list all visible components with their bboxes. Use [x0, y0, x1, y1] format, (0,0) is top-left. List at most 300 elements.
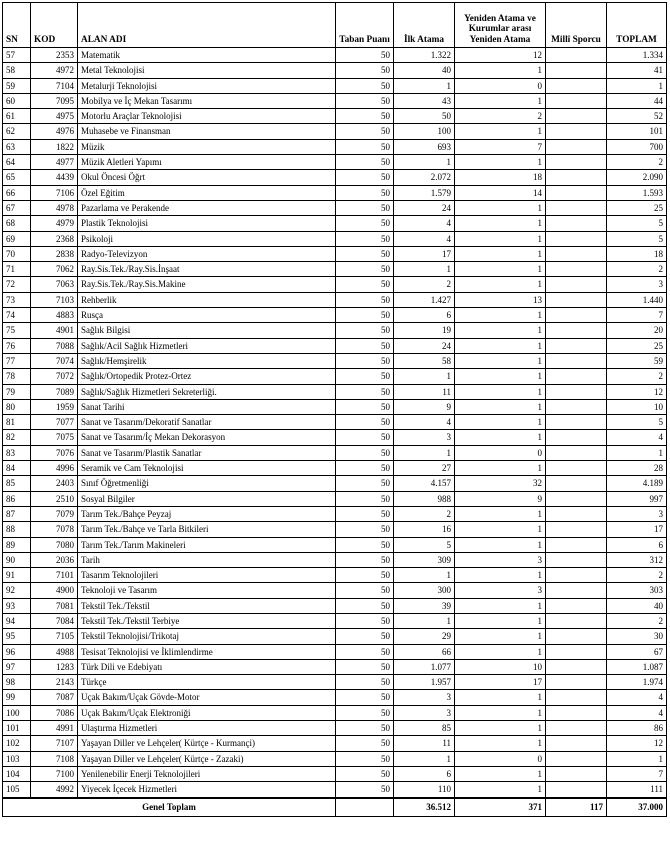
cell-yeniden-atama: 1 — [455, 399, 546, 414]
table-row — [3, 200, 667, 215]
cell-ilk-atama: 27 — [394, 461, 455, 476]
cell-yeniden-atama: 1 — [455, 200, 546, 215]
cell-alan-adi: Sanat ve Tasarım/İç Mekan Dekorasyon — [78, 430, 336, 445]
cell-ilk-atama: 1 — [394, 262, 455, 277]
cell-milli-sporcu — [546, 705, 607, 720]
cell-taban-puani: 50 — [336, 568, 394, 583]
cell-taban-puani: 50 — [336, 277, 394, 292]
cell-alan-adi: Tarım Tek./Bahçe Peyzaj — [78, 506, 336, 521]
cell-ilk-atama: 1 — [394, 155, 455, 170]
cell-toplam: 17 — [607, 522, 667, 537]
cell-alan-adi: Yiyecek İçecek Hizmetleri — [78, 782, 336, 798]
table-row — [3, 644, 667, 659]
table-row — [3, 155, 667, 170]
cell-taban-puani: 50 — [336, 384, 394, 399]
cell-toplam: 2 — [607, 568, 667, 583]
table-row — [3, 766, 667, 781]
cell-sn: 92 — [3, 583, 31, 598]
cell-toplam: 111 — [607, 782, 667, 798]
cell-kod: 7077 — [31, 415, 78, 430]
cell-milli-sporcu — [546, 430, 607, 445]
cell-milli-sporcu — [546, 139, 607, 154]
table-row — [3, 185, 667, 200]
cell-alan-adi: Sanat ve Tasarım/Plastik Sanatlar — [78, 445, 336, 460]
cell-kod: 4991 — [31, 721, 78, 736]
cell-milli-sporcu — [546, 445, 607, 460]
cell-sn: 99 — [3, 690, 31, 705]
cell-kod: 2403 — [31, 476, 78, 491]
cell-ilk-atama: 11 — [394, 736, 455, 751]
cell-sn: 85 — [3, 476, 31, 491]
cell-alan-adi: Sağlık/Acil Sağlık Hizmetleri — [78, 338, 336, 353]
total-yeniden-atama: 371 — [455, 798, 546, 817]
cell-alan-adi: Sağlık Bilgisi — [78, 323, 336, 338]
cell-taban-puani: 50 — [336, 338, 394, 353]
cell-alan-adi: Psikoloji — [78, 231, 336, 246]
cell-alan-adi: Metalurji Teknolojisi — [78, 78, 336, 93]
cell-toplam: 1.087 — [607, 659, 667, 674]
header-milli-sporcu: Millî Sporcu — [546, 3, 607, 48]
header-row — [3, 3, 667, 48]
cell-taban-puani: 50 — [336, 445, 394, 460]
cell-taban-puani: 50 — [336, 415, 394, 430]
header-taban-puani: Taban Puanı — [336, 3, 394, 48]
cell-ilk-atama: 300 — [394, 583, 455, 598]
table-row — [3, 262, 667, 277]
table-row — [3, 93, 667, 108]
cell-ilk-atama: 309 — [394, 552, 455, 567]
cell-taban-puani: 50 — [336, 78, 394, 93]
cell-yeniden-atama: 0 — [455, 78, 546, 93]
cell-taban-puani: 50 — [336, 155, 394, 170]
cell-alan-adi: Matematik — [78, 48, 336, 63]
cell-kod: 7107 — [31, 736, 78, 751]
cell-kod: 7087 — [31, 690, 78, 705]
cell-taban-puani: 50 — [336, 552, 394, 567]
cell-toplam: 1.974 — [607, 675, 667, 690]
cell-toplam: 3 — [607, 277, 667, 292]
cell-milli-sporcu — [546, 323, 607, 338]
cell-alan-adi: Uçak Bakım/Uçak Gövde-Motor — [78, 690, 336, 705]
cell-milli-sporcu — [546, 124, 607, 139]
cell-sn: 101 — [3, 721, 31, 736]
cell-yeniden-atama: 1 — [455, 644, 546, 659]
cell-kod: 1822 — [31, 139, 78, 154]
cell-ilk-atama: 9 — [394, 399, 455, 414]
cell-alan-adi: Ray.Sis.Tek./Ray.Sis.İnşaat — [78, 262, 336, 277]
cell-ilk-atama: 2 — [394, 277, 455, 292]
cell-alan-adi: Motorlu Araçlar Teknolojisi — [78, 109, 336, 124]
cell-yeniden-atama: 1 — [455, 522, 546, 537]
cell-yeniden-atama: 32 — [455, 476, 546, 491]
cell-alan-adi: Sağlık/Sağlık Hizmetleri Sekreterliği. — [78, 384, 336, 399]
cell-milli-sporcu — [546, 353, 607, 368]
cell-kod: 7103 — [31, 292, 78, 307]
cell-ilk-atama: 43 — [394, 93, 455, 108]
cell-alan-adi: Tesisat Teknolojisi ve İklimlendirme — [78, 644, 336, 659]
table-row — [3, 613, 667, 628]
cell-taban-puani: 50 — [336, 430, 394, 445]
header-toplam: TOPLAM — [607, 3, 667, 48]
table-row — [3, 782, 667, 798]
table-row — [3, 48, 667, 63]
cell-kod: 7101 — [31, 568, 78, 583]
cell-alan-adi: Tarım Tek./Bahçe ve Tarla Bitkileri — [78, 522, 336, 537]
cell-sn: 100 — [3, 705, 31, 720]
cell-yeniden-atama: 0 — [455, 751, 546, 766]
cell-taban-puani: 50 — [336, 262, 394, 277]
cell-milli-sporcu — [546, 751, 607, 766]
cell-taban-puani: 50 — [336, 491, 394, 506]
cell-sn: 78 — [3, 369, 31, 384]
cell-kod: 7086 — [31, 705, 78, 720]
cell-taban-puani: 50 — [336, 353, 394, 368]
cell-taban-puani: 50 — [336, 246, 394, 261]
cell-toplam: 40 — [607, 598, 667, 613]
cell-yeniden-atama: 1 — [455, 461, 546, 476]
cell-milli-sporcu — [546, 155, 607, 170]
table-row — [3, 552, 667, 567]
cell-milli-sporcu — [546, 338, 607, 353]
cell-taban-puani: 50 — [336, 231, 394, 246]
cell-alan-adi: Türk Dili ve Edebiyatı — [78, 659, 336, 674]
cell-toplam: 2.090 — [607, 170, 667, 185]
cell-milli-sporcu — [546, 200, 607, 215]
cell-ilk-atama: 3 — [394, 430, 455, 445]
cell-toplam: 4 — [607, 690, 667, 705]
cell-alan-adi: Müzik — [78, 139, 336, 154]
table-row — [3, 246, 667, 261]
cell-kod: 7081 — [31, 598, 78, 613]
cell-milli-sporcu — [546, 109, 607, 124]
table-row — [3, 63, 667, 78]
cell-milli-sporcu — [546, 690, 607, 705]
cell-kod: 1959 — [31, 399, 78, 414]
cell-taban-puani: 50 — [336, 461, 394, 476]
cell-ilk-atama: 29 — [394, 629, 455, 644]
cell-sn: 64 — [3, 155, 31, 170]
cell-sn: 103 — [3, 751, 31, 766]
table-row — [3, 506, 667, 521]
cell-alan-adi: Sosyal Bilgiler — [78, 491, 336, 506]
cell-yeniden-atama: 1 — [455, 782, 546, 798]
cell-taban-puani: 50 — [336, 644, 394, 659]
cell-yeniden-atama: 1 — [455, 262, 546, 277]
cell-yeniden-atama: 1 — [455, 338, 546, 353]
cell-alan-adi: Tasarım Teknolojileri — [78, 568, 336, 583]
cell-yeniden-atama: 1 — [455, 568, 546, 583]
cell-taban-puani: 50 — [336, 200, 394, 215]
cell-sn: 79 — [3, 384, 31, 399]
total-ilk-atama: 36.512 — [394, 798, 455, 817]
cell-ilk-atama: 693 — [394, 139, 455, 154]
cell-sn: 94 — [3, 613, 31, 628]
cell-taban-puani: 50 — [336, 766, 394, 781]
cell-taban-puani: 50 — [336, 613, 394, 628]
cell-taban-puani: 50 — [336, 629, 394, 644]
cell-milli-sporcu — [546, 476, 607, 491]
cell-yeniden-atama: 1 — [455, 155, 546, 170]
cell-milli-sporcu — [546, 292, 607, 307]
cell-milli-sporcu — [546, 736, 607, 751]
cell-alan-adi: Radyo-Televizyon — [78, 246, 336, 261]
total-row — [3, 798, 667, 817]
cell-sn: 80 — [3, 399, 31, 414]
cell-kod: 7088 — [31, 338, 78, 353]
cell-kod: 7104 — [31, 78, 78, 93]
table-row — [3, 522, 667, 537]
cell-ilk-atama: 100 — [394, 124, 455, 139]
cell-milli-sporcu — [546, 185, 607, 200]
cell-yeniden-atama: 1 — [455, 93, 546, 108]
cell-yeniden-atama: 1 — [455, 308, 546, 323]
cell-kod: 2143 — [31, 675, 78, 690]
cell-toplam: 700 — [607, 139, 667, 154]
cell-toplam: 20 — [607, 323, 667, 338]
cell-milli-sporcu — [546, 568, 607, 583]
cell-toplam: 303 — [607, 583, 667, 598]
cell-yeniden-atama: 10 — [455, 659, 546, 674]
cell-ilk-atama: 39 — [394, 598, 455, 613]
table-row — [3, 323, 667, 338]
cell-sn: 90 — [3, 552, 31, 567]
table-row — [3, 736, 667, 751]
cell-sn: 104 — [3, 766, 31, 781]
cell-yeniden-atama: 1 — [455, 629, 546, 644]
cell-ilk-atama: 4 — [394, 231, 455, 246]
cell-toplam: 30 — [607, 629, 667, 644]
cell-yeniden-atama: 14 — [455, 185, 546, 200]
cell-yeniden-atama: 3 — [455, 583, 546, 598]
cell-toplam: 5 — [607, 415, 667, 430]
cell-kod: 7100 — [31, 766, 78, 781]
cell-taban-puani: 50 — [336, 216, 394, 231]
table-row — [3, 568, 667, 583]
cell-sn: 95 — [3, 629, 31, 644]
cell-ilk-atama: 4 — [394, 216, 455, 231]
cell-kod: 7089 — [31, 384, 78, 399]
cell-toplam: 2 — [607, 369, 667, 384]
cell-kod: 2510 — [31, 491, 78, 506]
cell-alan-adi: Ulaştırma Hizmetleri — [78, 721, 336, 736]
cell-ilk-atama: 40 — [394, 63, 455, 78]
cell-taban-puani: 50 — [336, 537, 394, 552]
cell-ilk-atama: 16 — [394, 522, 455, 537]
cell-milli-sporcu — [546, 629, 607, 644]
cell-alan-adi: Özel Eğitim — [78, 185, 336, 200]
cell-ilk-atama: 1.957 — [394, 675, 455, 690]
cell-ilk-atama: 4 — [394, 415, 455, 430]
cell-toplam: 1.440 — [607, 292, 667, 307]
cell-kod: 4979 — [31, 216, 78, 231]
cell-yeniden-atama: 0 — [455, 445, 546, 460]
cell-alan-adi: Muhasebe ve Finansman — [78, 124, 336, 139]
cell-sn: 89 — [3, 537, 31, 552]
total-taban — [336, 798, 394, 817]
cell-milli-sporcu — [546, 369, 607, 384]
table-row — [3, 659, 667, 674]
cell-toplam: 28 — [607, 461, 667, 476]
cell-ilk-atama: 6 — [394, 308, 455, 323]
table-body — [3, 48, 667, 798]
cell-kod: 7106 — [31, 185, 78, 200]
cell-kod: 7095 — [31, 93, 78, 108]
cell-toplam: 1.334 — [607, 48, 667, 63]
cell-sn: 75 — [3, 323, 31, 338]
table-row — [3, 399, 667, 414]
table-row — [3, 721, 667, 736]
cell-taban-puani: 50 — [336, 109, 394, 124]
cell-alan-adi: Müzik Aletleri Yapımı — [78, 155, 336, 170]
cell-toplam: 101 — [607, 124, 667, 139]
cell-kod: 4992 — [31, 782, 78, 798]
header-sn: SN — [3, 3, 31, 48]
cell-yeniden-atama: 1 — [455, 506, 546, 521]
cell-toplam: 25 — [607, 338, 667, 353]
cell-kod: 4975 — [31, 109, 78, 124]
cell-ilk-atama: 17 — [394, 246, 455, 261]
cell-yeniden-atama: 1 — [455, 721, 546, 736]
cell-kod: 4883 — [31, 308, 78, 323]
cell-kod: 7079 — [31, 506, 78, 521]
cell-ilk-atama: 1 — [394, 445, 455, 460]
table-row — [3, 415, 667, 430]
cell-kod: 2368 — [31, 231, 78, 246]
cell-ilk-atama: 1.579 — [394, 185, 455, 200]
cell-toplam: 5 — [607, 231, 667, 246]
cell-sn: 98 — [3, 675, 31, 690]
cell-milli-sporcu — [546, 506, 607, 521]
cell-taban-puani: 50 — [336, 399, 394, 414]
cell-kod: 7062 — [31, 262, 78, 277]
cell-yeniden-atama: 1 — [455, 384, 546, 399]
cell-taban-puani: 50 — [336, 751, 394, 766]
cell-ilk-atama: 11 — [394, 384, 455, 399]
cell-sn: 59 — [3, 78, 31, 93]
cell-kod: 7063 — [31, 277, 78, 292]
cell-kod: 4978 — [31, 200, 78, 215]
cell-ilk-atama: 1 — [394, 568, 455, 583]
cell-sn: 73 — [3, 292, 31, 307]
cell-sn: 62 — [3, 124, 31, 139]
cell-milli-sporcu — [546, 63, 607, 78]
cell-ilk-atama: 58 — [394, 353, 455, 368]
cell-yeniden-atama: 1 — [455, 246, 546, 261]
cell-taban-puani: 50 — [336, 522, 394, 537]
cell-sn: 81 — [3, 415, 31, 430]
cell-alan-adi: Ray.Sis.Tek./Ray.Sis.Makine — [78, 277, 336, 292]
cell-ilk-atama: 50 — [394, 109, 455, 124]
cell-ilk-atama: 19 — [394, 323, 455, 338]
cell-milli-sporcu — [546, 262, 607, 277]
cell-yeniden-atama: 12 — [455, 48, 546, 63]
cell-toplam: 4.189 — [607, 476, 667, 491]
cell-toplam: 1 — [607, 445, 667, 460]
cell-toplam: 312 — [607, 552, 667, 567]
cell-kod: 4901 — [31, 323, 78, 338]
cell-ilk-atama: 1.427 — [394, 292, 455, 307]
cell-sn: 70 — [3, 246, 31, 261]
cell-ilk-atama: 4.157 — [394, 476, 455, 491]
cell-sn: 60 — [3, 93, 31, 108]
cell-toplam: 2 — [607, 262, 667, 277]
cell-milli-sporcu — [546, 537, 607, 552]
cell-taban-puani: 50 — [336, 721, 394, 736]
cell-taban-puani: 50 — [336, 369, 394, 384]
cell-alan-adi: Tekstil Tek./Tekstil Terbiye — [78, 613, 336, 628]
table-row — [3, 78, 667, 93]
cell-alan-adi: Tarım Tek./Tarım Makineleri — [78, 537, 336, 552]
cell-milli-sporcu — [546, 583, 607, 598]
cell-toplam: 2 — [607, 613, 667, 628]
cell-sn: 82 — [3, 430, 31, 445]
cell-yeniden-atama: 1 — [455, 63, 546, 78]
cell-sn: 88 — [3, 522, 31, 537]
table-row — [3, 109, 667, 124]
cell-ilk-atama: 988 — [394, 491, 455, 506]
cell-taban-puani: 50 — [336, 736, 394, 751]
table-row — [3, 445, 667, 460]
cell-milli-sporcu — [546, 644, 607, 659]
cell-milli-sporcu — [546, 246, 607, 261]
header-kod: KOD — [31, 3, 78, 48]
table-row — [3, 338, 667, 353]
cell-alan-adi: Rusça — [78, 308, 336, 323]
cell-yeniden-atama: 1 — [455, 353, 546, 368]
cell-taban-puani: 50 — [336, 506, 394, 521]
cell-toplam: 59 — [607, 353, 667, 368]
cell-ilk-atama: 1.322 — [394, 48, 455, 63]
table-row — [3, 124, 667, 139]
table-row — [3, 430, 667, 445]
cell-ilk-atama: 3 — [394, 690, 455, 705]
cell-toplam: 10 — [607, 399, 667, 414]
cell-toplam: 44 — [607, 93, 667, 108]
cell-toplam: 12 — [607, 736, 667, 751]
cell-yeniden-atama: 1 — [455, 613, 546, 628]
cell-yeniden-atama: 3 — [455, 552, 546, 567]
cell-kod: 7074 — [31, 353, 78, 368]
cell-sn: 74 — [3, 308, 31, 323]
cell-yeniden-atama: 1 — [455, 277, 546, 292]
cell-alan-adi: Sağlık/Hemşirelik — [78, 353, 336, 368]
cell-milli-sporcu — [546, 216, 607, 231]
table-row — [3, 231, 667, 246]
cell-alan-adi: Sanat ve Tasarım/Dekoratif Sanatlar — [78, 415, 336, 430]
cell-sn: 76 — [3, 338, 31, 353]
cell-taban-puani: 50 — [336, 476, 394, 491]
cell-toplam: 67 — [607, 644, 667, 659]
table-row — [3, 491, 667, 506]
table-row — [3, 139, 667, 154]
cell-toplam: 7 — [607, 308, 667, 323]
cell-yeniden-atama: 1 — [455, 231, 546, 246]
cell-kod: 4988 — [31, 644, 78, 659]
cell-milli-sporcu — [546, 415, 607, 430]
cell-milli-sporcu — [546, 231, 607, 246]
cell-yeniden-atama: 1 — [455, 216, 546, 231]
cell-kod: 4977 — [31, 155, 78, 170]
cell-milli-sporcu — [546, 78, 607, 93]
cell-kod: 7072 — [31, 369, 78, 384]
cell-toplam: 18 — [607, 246, 667, 261]
table-row — [3, 170, 667, 185]
cell-sn: 69 — [3, 231, 31, 246]
cell-ilk-atama: 2 — [394, 506, 455, 521]
cell-alan-adi: Sağlık/Ortopedik Protez-Ortez — [78, 369, 336, 384]
cell-taban-puani: 50 — [336, 292, 394, 307]
cell-sn: 65 — [3, 170, 31, 185]
